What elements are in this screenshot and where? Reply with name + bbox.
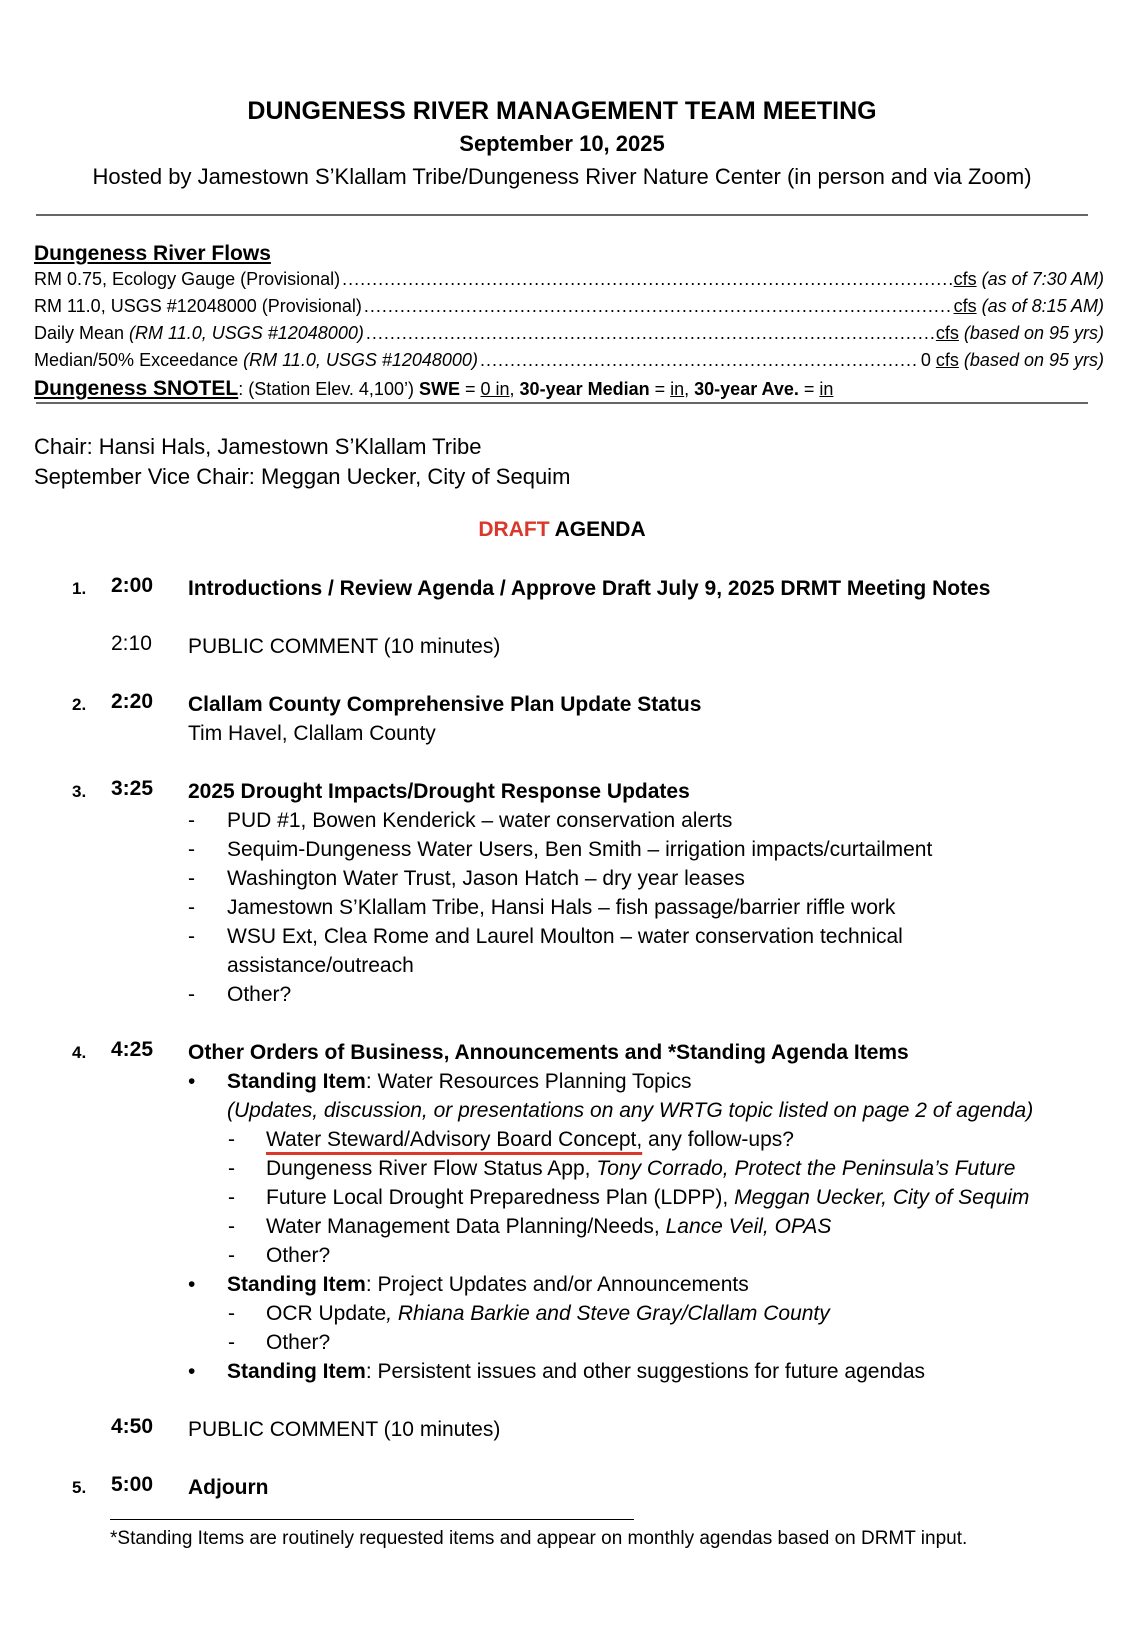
item-presenter: Tim Havel, Clallam County [188, 722, 436, 745]
list-item: - Other? [188, 980, 1104, 1009]
item-number: 2. [72, 695, 87, 714]
list-item: - Washington Water Trust, Jason Hatch – dry year leases [188, 864, 1104, 893]
item-time: 5:00 [111, 1473, 154, 1496]
leader-dots [480, 350, 919, 371]
agenda-item [34, 1473, 1104, 1502]
swe-value: 0 in [480, 379, 510, 399]
flow-row [34, 296, 1104, 323]
flow-label: Median/50% Exceedance (RM 11.0, USGS #12048000) [34, 350, 478, 370]
agenda-list [34, 574, 1104, 1502]
list-item: - Future Local Drought Preparedness Plan (LDPP), Meggan Uecker, City of Sequim [188, 1183, 1104, 1212]
item-number: 5. [72, 1478, 87, 1497]
ave-value: in [819, 379, 834, 399]
agenda-item [34, 574, 1104, 632]
agenda-item [34, 1038, 1104, 1415]
highlighted-topic: Water Steward/Advisory Board Concept, [266, 1128, 643, 1151]
vice-chair: September Vice Chair: Meggan Uecker, City of Sequim [34, 464, 571, 489]
item-title: Clallam County Comprehensive Plan Update Status [188, 693, 702, 716]
item-title: PUBLIC COMMENT (10 minutes) [188, 635, 501, 658]
flows-title: Dungeness River Flows [34, 242, 271, 265]
item-number: 1. [72, 579, 87, 598]
median-value: in [670, 379, 685, 399]
snotel-row: Dungeness SNOTEL: (Station Elev. 4,100’) SWE = 0 in, 30-year Median = in, 30-year Ave. = in [34, 377, 834, 400]
chairs-section [34, 432, 570, 492]
list-item: - Water Steward/Advisory Board Concept, any follow-ups? [188, 1125, 1104, 1154]
flow-label: Daily Mean (RM 11.0, USGS #12048000) [34, 323, 364, 343]
item-title: PUBLIC COMMENT (10 minutes) [188, 1418, 501, 1441]
agenda-item [34, 1415, 1104, 1473]
item-title: Other Orders of Business, Announcements and *Standing Agenda Items [188, 1041, 909, 1064]
flow-value: cfs (as of 7:30 AM) [953, 269, 1104, 289]
item-title: 2025 Drought Impacts/Drought Response Updates [188, 780, 690, 803]
item-time: 2:20 [111, 690, 154, 713]
item-content [188, 777, 1104, 1009]
list-item: - WSU Ext, Clea Rome and Laurel Moulton – water conservation technical assistance/outreach [188, 922, 927, 980]
list-item: - Other? [188, 1328, 1104, 1357]
drought-updates-list [188, 806, 1104, 1009]
list-item: - PUD #1, Bowen Kenderick – water conservation alerts [188, 806, 1104, 835]
item-time: 2:00 [111, 574, 154, 597]
agenda-item [34, 777, 1104, 1038]
leader-dots [364, 296, 952, 317]
agenda-item [34, 690, 1104, 777]
river-flows-section [34, 242, 1104, 407]
standing-item: • Standing Item: Persistent issues and other suggestions for future agendas [188, 1357, 1104, 1386]
flow-label: RM 11.0, USGS #12048000 (Provisional) [34, 296, 362, 316]
meeting-title: DUNGENESS RIVER MANAGEMENT TEAM MEETING [247, 97, 877, 125]
footnote-divider [110, 1519, 634, 1520]
standing-item-note: (Updates, discussion, or presentations on any WRTG topic listed on page 2 of agenda) [227, 1099, 1034, 1122]
list-item: - OCR Update, Rhiana Barkie and Steve Gray/Clallam County [188, 1299, 1104, 1328]
item-number: 3. [72, 782, 87, 801]
standing-item: • Standing Item: Project Updates and/or Announcements [188, 1270, 1104, 1299]
chair: Chair: Hansi Hals, Jamestown S’Klallam Tribe [34, 434, 482, 459]
draft-label: DRAFT [478, 518, 550, 541]
item-title: Introductions / Review Agenda / Approve Draft July 9, 2025 DRMT Meeting Notes [188, 577, 991, 600]
item-number: 4. [72, 1043, 87, 1062]
leader-dots [342, 269, 951, 290]
agenda-item [34, 632, 1104, 690]
list-item: - Jamestown S’Klallam Tribe, Hansi Hals – fish passage/barrier riffle work [188, 893, 1104, 922]
list-item: - Other? [188, 1241, 1104, 1270]
item-title: Adjourn [188, 1476, 269, 1499]
list-item: - Sequim-Dungeness Water Users, Ben Smith – irrigation impacts/curtailment [188, 835, 1104, 864]
item-time: 2:10 [111, 632, 152, 655]
item-time: 4:25 [111, 1038, 154, 1061]
flow-value: cfs (as of 8:15 AM) [953, 296, 1104, 316]
flow-value: 0 cfs (based on 95 yrs) [920, 350, 1104, 370]
flow-label: RM 0.75, Ecology Gauge (Provisional) [34, 269, 341, 289]
item-time: 3:25 [111, 777, 154, 800]
flow-row [34, 269, 1104, 296]
footnote: *Standing Items are routinely requested items and appear on monthly agendas based on DRMT input. [110, 1528, 968, 1549]
snotel-label: Dungeness SNOTEL [34, 377, 239, 400]
list-item: - Water Management Data Planning/Needs, Lance Veil, OPAS [188, 1212, 1104, 1241]
list-item: - Dungeness River Flow Status App, Tony Corrado, Protect the Peninsula’s Future [188, 1154, 1104, 1183]
item-content [188, 690, 1104, 748]
meeting-date: September 10, 2025 [459, 131, 665, 156]
agenda-heading: DRAFT AGENDA [478, 518, 646, 541]
divider-bottom [36, 402, 1088, 404]
divider-top [36, 214, 1088, 216]
item-time: 4:50 [111, 1415, 154, 1438]
flow-value: cfs (based on 95 yrs) [935, 323, 1104, 343]
item-content [188, 1038, 1104, 1386]
leader-dots [366, 323, 934, 344]
flow-row [34, 350, 1104, 377]
standing-item: • Standing Item: Water Resources Planning Topics [188, 1067, 1104, 1096]
flow-row [34, 323, 1104, 350]
meeting-host: Hosted by Jamestown S’Klallam Tribe/Dungeness River Nature Center (in person and via Zoom) [92, 164, 1032, 189]
